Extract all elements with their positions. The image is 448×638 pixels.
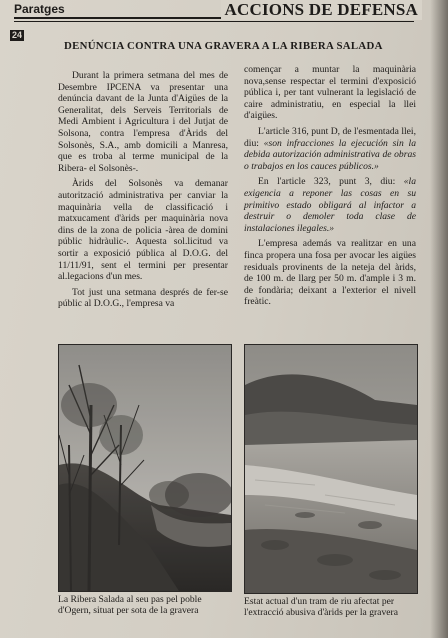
paragraph: Durant la primera setmana del mes de Desembre IPCENA va presentar una denúncia davant de la Junta d'Aigües de la Generalitat, dels Serveis Territorials de Medi Ambient i Agricultura i del Jutjat de Solsona, contra l'empresa d'Àrids del Solsonès, S.A., amb domicili a Manresa, que es troba al terme municipal de la Ribera- el Solsonès-. bbox=[58, 70, 228, 174]
article-column-right bbox=[244, 64, 416, 312]
river-forest-image bbox=[59, 345, 231, 591]
article-headline: DENÚNCIA CONTRA UNA GRAVERA A LA RIBERA SALADA bbox=[64, 40, 383, 52]
paragraph: començar a muntar la maquinària nova,sense respectar el termini d'exposició pública i, per tant vulnerant la legislació de caire administratiu, en especial la llei d'aigües. bbox=[244, 64, 416, 122]
page-edge-shadow bbox=[430, 0, 448, 638]
photo-caption-right: Estat actual d'un tram de riu afectat per l'extracció abusiva d'àrids per la gravera bbox=[244, 596, 398, 618]
photo-caption-left: La Ribera Salada al seu pas pel poble d'Ogern, situat per sota de la gravera bbox=[58, 594, 202, 616]
page-header bbox=[6, 0, 442, 22]
legal-quote: «la exigencia a reponer las cosas en su primitivo estado obligará al infactor a destruir o demoler toda clase de instalaciones ilegales.» bbox=[244, 176, 416, 234]
paragraph: Àrids del Solsonès va demanar autorització administrativa per canviar la maquinària vella de classificació i matxucament d'àrids per maquinària nova dins de la zona de policia -àrea de domini públic hidràulic-. Aquesta sol.licitud va sortir a exposició pública al D.O.G. del 11/11/91, sent el termini per presentar al.legacions d'un mes. bbox=[58, 178, 228, 283]
paragraph-text: L'article 316, punt D, de l'esmentada llei, diu: bbox=[244, 125, 416, 149]
article-column-left bbox=[58, 70, 228, 314]
paragraph-text: En l'article 323, punt 3, diu: bbox=[258, 176, 404, 188]
section-name: Paratges bbox=[14, 2, 65, 16]
paragraph bbox=[244, 176, 416, 234]
section-title: ACCIONS DE DEFENSA bbox=[221, 0, 422, 20]
photo-riverbed-damage bbox=[244, 344, 418, 594]
page-number: 24 bbox=[12, 30, 23, 40]
photo-river-forest bbox=[58, 344, 232, 592]
riverbed-image bbox=[245, 345, 417, 593]
paragraph: L'empresa además va realitzar en una finca propera una fosa per avocar les aigües residuals provinents de la neteja del àrids, de 100 m. de llarg per 50 m. d'ample i 3 m. de fondària; deixant a l'exterior el nivell freàtic. bbox=[244, 238, 416, 308]
header-rule-thin bbox=[14, 21, 414, 22]
paragraph bbox=[244, 126, 416, 172]
legal-quote: «son infracciones la ejecución sin la debida autorización administrativa de obras o trabajos en los cauces públicos.» bbox=[244, 137, 416, 172]
paragraph: Tot just una setmana després de fer-se públic al D.O.G., l'empresa va bbox=[58, 286, 228, 310]
